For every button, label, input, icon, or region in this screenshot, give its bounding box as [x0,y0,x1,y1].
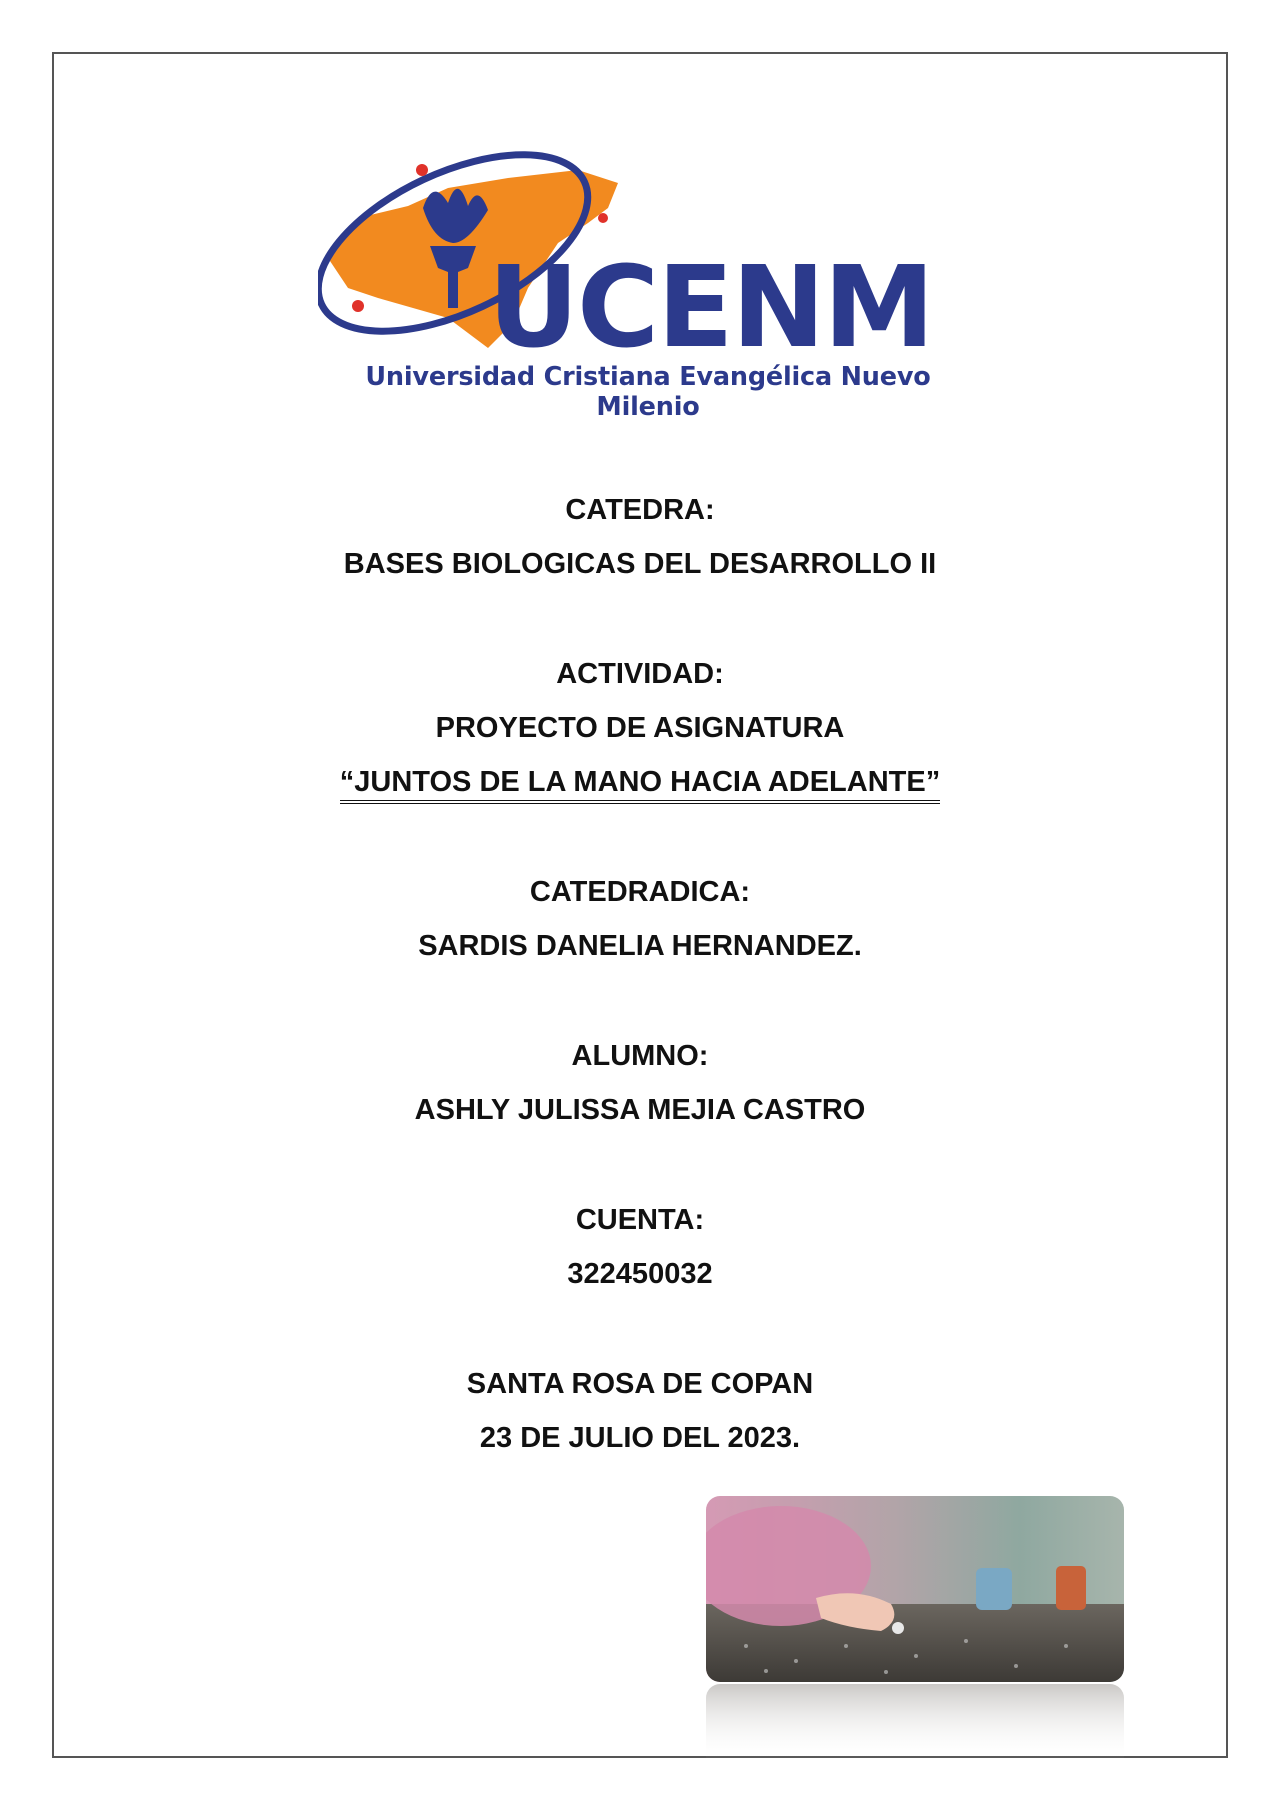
actividad-block [0,647,1280,809]
place-date-block [0,1357,1280,1465]
project-title: “JUNTOS DE LA MANO HACIA ADELANTE” [340,764,940,804]
alumno-label: ALUMNO: [571,1040,709,1072]
cuenta-label: CUENTA: [575,1204,705,1236]
catedradica-value: SARDIS DANELIA HERNANDEZ. [418,930,862,962]
catedra-value: BASES BIOLOGICAS DEL DESARROLLO II [343,548,937,580]
catedra-label: CATEDRA: [565,494,715,526]
orbit-dot-2 [352,300,364,312]
logo-wordmark: UCENM [488,243,933,373]
orbit-dot-1 [416,164,428,176]
catedra-block [0,483,1280,591]
city: SANTA ROSA DE COPAN [466,1368,814,1400]
alumno-block [0,1029,1280,1137]
photo-reflection [706,1684,1124,1762]
date: 23 DE JULIO DEL 2023. [479,1422,801,1454]
cuenta-value: 322450032 [567,1258,713,1290]
catedradica-block [0,865,1280,973]
alumno-value: ASHLY JULISSA MEJIA CASTRO [414,1094,866,1126]
hand-photo [706,1496,1124,1682]
actividad-value: PROYECTO DE ASIGNATURA [435,712,845,744]
orbit-dot-3 [598,213,608,223]
actividad-label: ACTIVIDAD: [556,658,724,690]
cuenta-block [0,1193,1280,1301]
logo-subtitle: Universidad Cristiana Evangélica Nuevo Milenio [365,362,931,422]
catedradica-label: CATEDRADICA: [529,876,751,908]
